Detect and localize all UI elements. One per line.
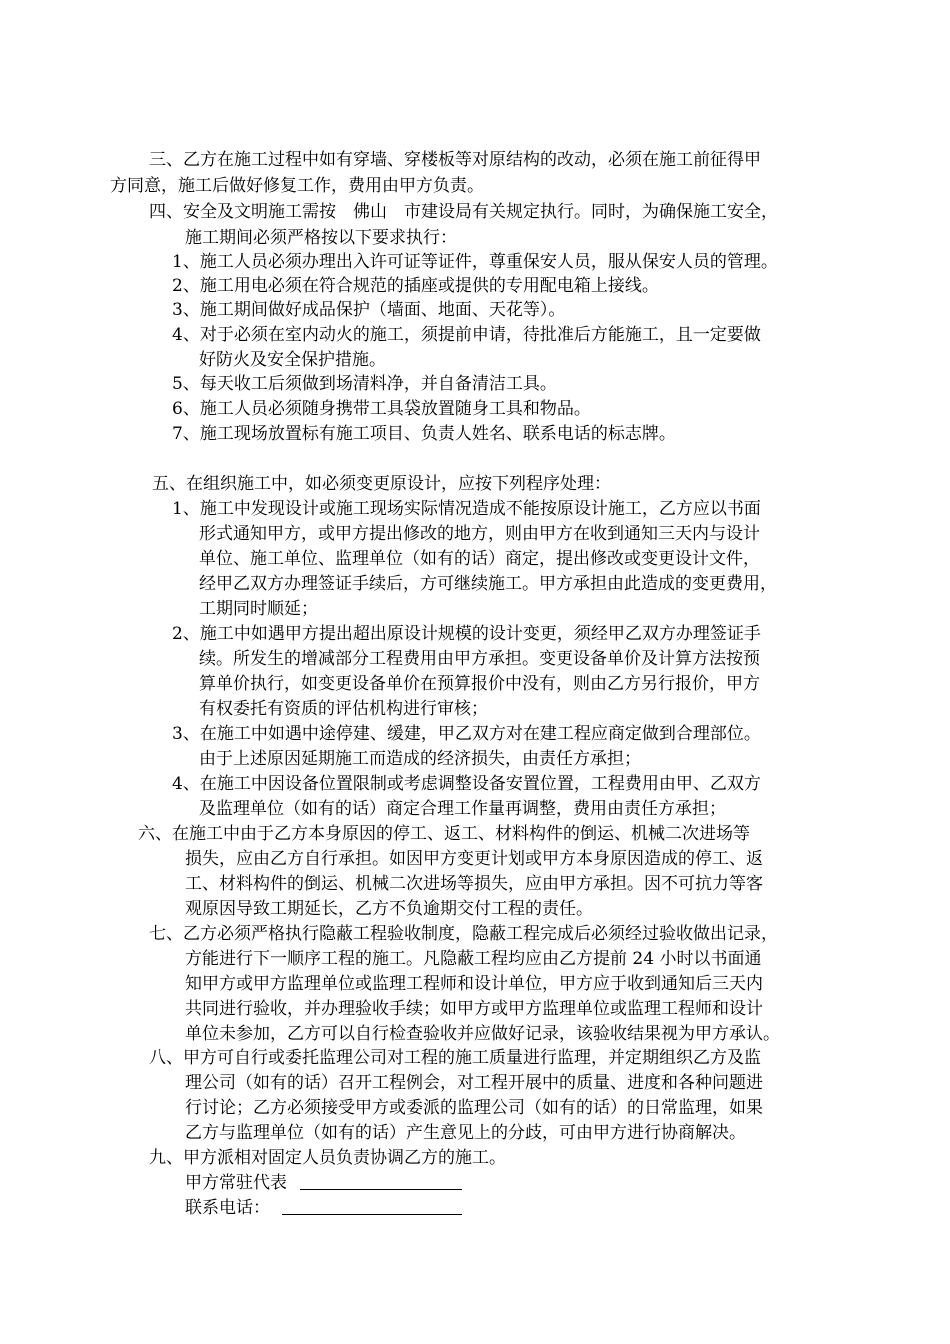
clause-4-line-2: 施工期间必须严格按以下要求执行： [185,228,457,248]
clause-4-item-4-line-2: 好防火及安全保护措施。 [199,350,386,370]
clause-5-item-3-line-1: 3、在施工中如遇中途停建、缓建，甲乙双方对在建工程应商定做到合理部位。 [172,724,761,744]
clause-5-item-1-line-3: 单位、施工单位、监理单位（如有的话）商定，提出修改或变更设计文件， [199,549,760,569]
clause-5-item-3-line-2: 由于上述原因延期施工而造成的经济损失，由责任方承担； [199,749,641,769]
clause-6-line-4: 观原因导致工期延长，乙方不负逾期交付工程的责任。 [185,899,593,919]
clause-5-item-1-line-5: 工期同时顺延； [199,599,318,619]
clause-3-line-2: 方同意，施工后做好修复工作，费用由甲方负责。 [110,176,484,196]
clause-5-item-1-line-1: 1、施工中发现设计或施工现场实际情况造成不能按原设计施工，乙方应以书面 [172,499,761,519]
clause-5-item-2-line-2: 续。所发生的增减部分工程费用由甲方承担。变更设备单价及计算方法按预 [199,649,760,669]
clause-3-line-1: 三、乙方在施工过程中如有穿墙、穿楼板等对原结构的改动，必须在施工前征得甲 [149,150,761,170]
clause-5-item-2-line-1: 2、施工中如遇甲方提出超出原设计规模的设计变更，须经甲乙双方办理签证手 [172,624,761,644]
clause-5-item-2-line-3: 算单价执行，如变更设备单价在预算报价中没有，则由乙方另行报价，甲方 [199,674,760,694]
clause-7-line-5: 单位未参加，乙方可以自行检查验收并应做好记录，该验收结果视为甲方承认。 [185,1024,780,1044]
clause-8-line-2: 理公司（如有的话）召开工程例会，对工程开展中的质量、进度和各种问题进 [185,1073,763,1093]
clause-4-item-7: 7、施工现场放置标有施工项目、负责人姓名、联系电话的标志牌。 [172,424,676,444]
clause-5-item-4-line-2: 及监理单位（如有的话）商定合理工作量再调整，费用由责任方承担； [199,799,726,819]
clause-6-line-3: 工、材料构件的倒运、机械二次进场等损失，应由甲方承担。因不可抗力等客 [185,874,763,894]
phone-label: 联系电话： [185,1198,270,1218]
clause-6-line-2: 损失，应由乙方自行承担。如因甲方变更计划或甲方本身原因造成的停工、返 [185,849,763,869]
clause-8-line-4: 乙方与监理单位（如有的话）产生意见上的分歧，可由甲方进行协商解决。 [185,1123,746,1143]
clause-4-item-1: 1、施工人员必须办理出入许可证等证件，尊重保安人员，服从保安人员的管理。 [172,252,778,272]
clause-8-line-3: 行讨论；乙方必须接受甲方或委派的监理公司（如有的话）的日常监理，如果 [185,1098,763,1118]
clause-7-line-2: 方能进行下一顺序工程的施工。凡隐蔽工程均应由乙方提前 24 小时以书面通 [185,949,762,969]
clause-4-item-5: 5、每天收工后须做到场清料净，并自备清洁工具。 [172,374,557,394]
clause-5-item-1-line-2: 形式通知甲方，或甲方提出修改的地方，则由甲方在收到通知三天内与设计 [199,524,760,544]
clause-5-line-1: 五、在组织施工中，如必须变更原设计，应按下列程序处理： [152,474,611,494]
clause-4-item-6: 6、施工人员必须随身携带工具袋放置随身工具和物品。 [172,399,591,419]
phone-blank-line [282,1214,462,1215]
clause-5-item-1-line-4: 经甲乙双方办理签证手续后，方可继续施工。甲方承担由此造成的变更费用， [199,574,777,594]
representative-blank-line [300,1189,462,1190]
clause-7-line-3: 知甲方或甲方监理单位或监理工程师和设计单位，甲方应于收到通知后三天内 [185,974,763,994]
clause-5-item-2-line-4: 有权委托有资质的评估机构进行审核； [199,699,488,719]
clause-4-item-3: 3、施工期间做好成品保护（墙面、地面、天花等）。 [172,300,566,320]
clause-6-line-1: 六、在施工中由于乙方本身原因的停工、返工、材料构件的倒运、机械二次进场等 [138,824,750,844]
clause-4-line-1: 四、安全及文明施工需按 佛山 市建设局有关规定执行。同时，为确保施工安全， [149,202,778,222]
clause-4-item-4-line-1: 4、对于必须在室内动火的施工，须提前申请，待批准后方能施工，且一定要做 [172,325,761,345]
clause-8-line-1: 八、甲方可自行或委托监理公司对工程的施工质量进行监理，并定期组织乙方及监 [149,1048,761,1068]
clause-7-line-4: 共同进行验收，并办理验收手续；如甲方或甲方监理单位或监理工程师和设计 [185,999,763,1019]
clause-5-item-4-line-1: 4、在施工中因设备位置限制或考虑调整设备安置位置，工程费用由甲、乙双方 [172,774,761,794]
clause-4-item-2: 2、施工用电必须在符合规范的插座或提供的专用配电箱上接线。 [172,276,659,296]
clause-9-line-1: 九、甲方派相对固定人员负责协调乙方的施工。 [149,1148,506,1168]
representative-label: 甲方常驻代表 [185,1173,287,1193]
clause-7-line-1: 七、乙方必须严格执行隐蔽工程验收制度，隐蔽工程完成后必须经过验收做出记录， [149,924,778,944]
